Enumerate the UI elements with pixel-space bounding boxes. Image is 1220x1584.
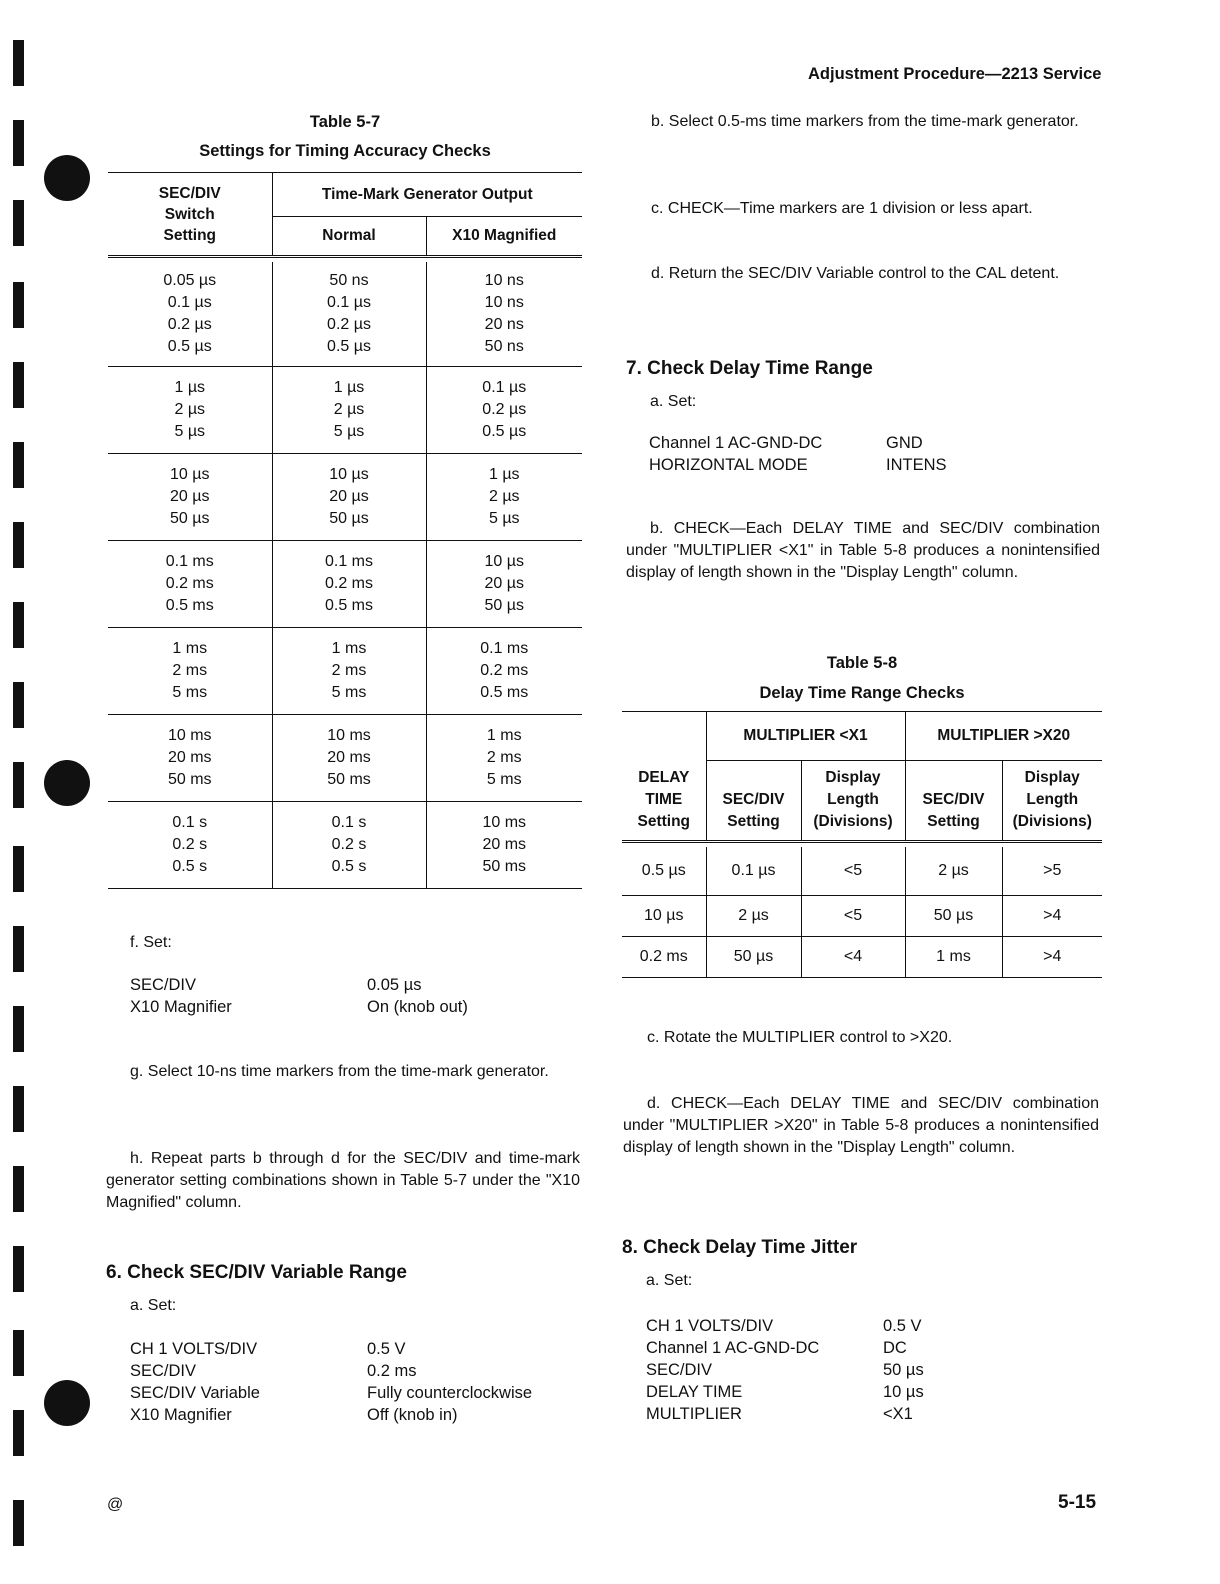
cell-value: 5 ms [331, 684, 367, 701]
table-cell-normal [272, 802, 426, 889]
setting-row: X10 Magnifier Off (knob in) [130, 1406, 458, 1424]
table-cell: 10 µs [622, 895, 706, 936]
cell-value: 5 ms [172, 684, 208, 701]
header-time-mark-output: Time-Mark Generator Output [272, 173, 582, 217]
settings-section8 [646, 1315, 924, 1425]
cell-value: 50 ns [329, 272, 369, 289]
table-row [622, 895, 1102, 936]
cell-value: 0.5 s [172, 858, 208, 875]
step-g: g. Select 10-ns time markers from the time-mark generator. [130, 1063, 549, 1080]
setting-row: X10 Magnifier On (knob out) [130, 998, 468, 1016]
header-delay-time: DELAY TIME Setting [637, 769, 691, 830]
page-number: 5-15 [1058, 1492, 1097, 1513]
section7-step-c: c. Rotate the MULTIPLIER control to >X20. [647, 1029, 953, 1046]
table-cell-normal [272, 367, 426, 454]
cell-value: 0.5 ms [480, 684, 529, 701]
cell-value: 2 µs [174, 401, 206, 418]
punch-hole [44, 760, 90, 806]
cell-value: 20 ms [482, 836, 527, 853]
table-cell: 2 µs [905, 847, 1002, 895]
table-row [108, 367, 582, 454]
header-sec-div-setting: SEC/DIV Setting [905, 760, 1002, 842]
binder-tick [13, 40, 24, 86]
step-d: d. Return the SEC/DIV Variable control to the CAL detent. [651, 265, 1060, 282]
table-cell: 2 µs [706, 895, 801, 936]
binder-tick [13, 1330, 24, 1376]
binder-tick [13, 200, 24, 246]
setting-row: SEC/DIV 50 µs [646, 1361, 924, 1379]
cell-value: 50 ms [327, 771, 371, 788]
cell-value: 2 ms [172, 662, 208, 679]
cell-value: 50 µs [329, 510, 369, 527]
section7-step-d: d. CHECK—Each DELAY TIME and SEC/DIV combination under "MULTIPLIER >X20" in Table 5-8 produces a nonintensified display of length shown in the "Display Length" column. [623, 1095, 1099, 1156]
table-cell-sec [108, 802, 272, 889]
table-cell: 0.2 ms [622, 936, 706, 977]
punch-hole [44, 1380, 90, 1426]
cell-value: 20 µs [329, 488, 369, 505]
cell-value: 0.2 µs [167, 316, 212, 333]
table-cell: 0.1 µs [706, 847, 801, 895]
cell-value: 0.1 µs [482, 379, 527, 396]
binder-tick [13, 1166, 24, 1212]
table-cell: <5 [801, 847, 905, 895]
section8-step-a: a. Set: [646, 1272, 693, 1289]
cell-value: 20 µs [484, 575, 524, 592]
binder-tick [13, 1006, 24, 1052]
cell-value: 5 µs [333, 423, 365, 440]
cell-value: 1 ms [486, 727, 522, 744]
table-cell-x10 [426, 802, 582, 889]
settings-section6 [130, 1338, 532, 1426]
cell-value: 0.5 s [331, 858, 367, 875]
section6-heading: 6. Check SEC/DIV Variable Range [106, 1262, 407, 1283]
section8-heading: 8. Check Delay Time Jitter [622, 1237, 858, 1258]
cell-value: 50 ms [167, 771, 212, 788]
cell-value: 1 µs [333, 379, 365, 396]
cell-value: 50 ns [484, 338, 524, 355]
table-cell-normal [272, 262, 426, 367]
section7-step-a: a. Set: [650, 393, 697, 410]
footer-mark: @ [107, 1496, 124, 1513]
cell-value: 1 µs [174, 379, 206, 396]
cell-value: 0.2 µs [482, 401, 527, 418]
binder-tick [13, 846, 24, 892]
cell-value: 0.1 s [172, 814, 208, 831]
table-cell-x10 [426, 541, 582, 628]
table-cell-sec [108, 541, 272, 628]
running-head: Adjustment Procedure—2213 Service [808, 65, 1102, 83]
cell-value: 10 µs [484, 553, 524, 570]
table-row [622, 847, 1102, 895]
binder-tick [13, 762, 24, 808]
cell-value: 0.5 ms [165, 597, 214, 614]
cell-value: 0.1 s [331, 814, 367, 831]
binder-tick [13, 1086, 24, 1132]
cell-value: 2 µs [333, 401, 365, 418]
table-cell: >4 [1002, 895, 1102, 936]
setting-row: SEC/DIV Variable Fully counterclockwise [130, 1384, 533, 1402]
cell-value: 1 ms [172, 640, 208, 657]
header-display-length: Display Length (Divisions) [801, 760, 905, 842]
setting-row: CH 1 VOLTS/DIV 0.5 V [646, 1317, 922, 1335]
table-cell: >5 [1002, 847, 1102, 895]
binder-tick [13, 682, 24, 728]
table-cell-x10 [426, 454, 582, 541]
cell-value: 20 ns [484, 316, 524, 333]
cell-value: 10 ns [484, 272, 524, 289]
cell-value: 0.5 µs [167, 338, 212, 355]
table-cell-x10 [426, 262, 582, 367]
table58 [622, 711, 1102, 978]
cell-value: 20 ms [167, 749, 212, 766]
setting-row: Channel 1 AC-GND-DC GND [649, 434, 923, 452]
binder-tick [13, 1410, 24, 1456]
table-cell-normal [272, 628, 426, 715]
cell-value: 50 µs [170, 510, 210, 527]
step-h: h. Repeat parts b through d for the SEC/DIV and time-mark generator setting combinations shown in Table 5-7 under the "X10 Magnified" column. [106, 1150, 580, 1211]
cell-value: 0.1 ms [324, 553, 373, 570]
table-cell-sec [108, 262, 272, 367]
step-f: f. Set: [130, 934, 172, 951]
cell-value: 1 µs [488, 466, 520, 483]
table-cell-sec [108, 715, 272, 802]
cell-value: 20 ms [327, 749, 371, 766]
table-cell: <5 [801, 895, 905, 936]
cell-value: 0.2 s [172, 836, 208, 853]
table-cell-x10 [426, 628, 582, 715]
cell-value: 0.1 ms [480, 640, 529, 657]
table-cell: <4 [801, 936, 905, 977]
table57-title: Table 5-7 [309, 113, 381, 131]
setting-row: SEC/DIV 0.05 µs [130, 976, 422, 994]
setting-row: CH 1 VOLTS/DIV 0.5 V [130, 1340, 406, 1358]
cell-value: 0.05 µs [163, 272, 217, 289]
cell-value: 0.1 µs [327, 294, 371, 311]
binder-tick [13, 602, 24, 648]
cell-value: 2 ms [331, 662, 367, 679]
setting-row: MULTIPLIER <X1 [646, 1405, 913, 1423]
cell-value: 2 ms [486, 749, 522, 766]
settings-f [130, 974, 468, 1018]
cell-value: 0.1 µs [167, 294, 212, 311]
binder-tick [13, 282, 24, 328]
cell-value: 10 ms [482, 814, 527, 831]
setting-row: DELAY TIME 10 µs [646, 1383, 924, 1401]
table-cell-x10 [426, 715, 582, 802]
cell-value: 0.5 ms [324, 597, 373, 614]
setting-row: Channel 1 AC-GND-DC DC [646, 1339, 907, 1357]
cell-value: 0.2 ms [165, 575, 214, 592]
table-row [108, 628, 582, 715]
punch-hole [44, 155, 90, 201]
cell-value: 0.2 µs [327, 316, 371, 333]
table58-subtitle: Delay Time Range Checks [759, 684, 965, 702]
table-cell-x10 [426, 367, 582, 454]
table58-title: Table 5-8 [826, 654, 898, 672]
table-cell-normal [272, 715, 426, 802]
header-multiplier-x20: MULTIPLIER >X20 [905, 712, 1102, 761]
cell-value: 10 ms [327, 727, 371, 744]
binder-tick [13, 362, 24, 408]
section7-step-b: b. CHECK—Each DELAY TIME and SEC/DIV combination under "MULTIPLIER <X1" in Table 5-8 produces a nonintensified display of length shown in the "Display Length" column. [626, 520, 1100, 581]
cell-value: 0.2 ms [324, 575, 373, 592]
header-sec-div-switch: SEC/DIV Switch Setting [158, 184, 221, 244]
settings-section7 [649, 432, 947, 476]
table-row [108, 454, 582, 541]
binder-tick [13, 926, 24, 972]
section7-heading: 7. Check Delay Time Range [626, 358, 873, 379]
binder-tick [13, 442, 24, 488]
cell-value: 20 µs [170, 488, 210, 505]
table-cell: 50 µs [905, 895, 1002, 936]
table-cell-sec [108, 628, 272, 715]
table57 [108, 172, 582, 889]
cell-value: 0.2 ms [480, 662, 529, 679]
table-cell-sec [108, 454, 272, 541]
cell-value: 10 µs [329, 466, 369, 483]
table-cell-normal [272, 541, 426, 628]
header-x10-magnified: X10 Magnified [426, 217, 582, 257]
cell-value: 0.2 s [331, 836, 367, 853]
table-cell: 1 ms [905, 936, 1002, 977]
header-normal: Normal [272, 217, 426, 257]
table-row [108, 541, 582, 628]
table-cell: >4 [1002, 936, 1102, 977]
cell-value: 2 µs [488, 488, 520, 505]
header-display-length: Display Length (Divisions) [1002, 760, 1102, 842]
table-row [108, 715, 582, 802]
cell-value: 50 ms [482, 858, 527, 875]
cell-value: 10 µs [170, 466, 210, 483]
setting-row: SEC/DIV 0.2 ms [130, 1362, 417, 1380]
cell-value: 0.1 ms [165, 553, 214, 570]
setting-row: HORIZONTAL MODE INTENS [649, 456, 947, 474]
cell-value: 50 µs [484, 597, 524, 614]
cell-value: 5 µs [174, 423, 206, 440]
cell-value: 1 ms [331, 640, 367, 657]
binder-tick [13, 1500, 24, 1546]
binder-tick [13, 522, 24, 568]
binder-tick [13, 120, 24, 166]
cell-value: 10 ns [484, 294, 524, 311]
binder-tick [13, 1246, 24, 1292]
step-b: b. Select 0.5-ms time markers from the time-mark generator. [651, 113, 1079, 130]
table-cell-normal [272, 454, 426, 541]
table-cell: 50 µs [706, 936, 801, 977]
table57-subtitle: Settings for Timing Accuracy Checks [199, 142, 491, 160]
table-row [108, 802, 582, 889]
cell-value: 5 µs [488, 510, 520, 527]
section6-step-a: a. Set: [130, 1297, 177, 1314]
table-row [622, 936, 1102, 977]
table-row [108, 262, 582, 367]
cell-value: 0.5 µs [327, 338, 371, 355]
cell-value: 5 ms [486, 771, 522, 788]
header-multiplier-x1: MULTIPLIER <X1 [706, 712, 905, 761]
cell-value: 10 ms [167, 727, 212, 744]
header-sec-div-setting: SEC/DIV Setting [706, 760, 801, 842]
cell-value: 0.5 µs [482, 423, 527, 440]
table-cell-sec [108, 367, 272, 454]
step-c: c. CHECK—Time markers are 1 division or less apart. [651, 200, 1033, 217]
table-cell: 0.5 µs [622, 847, 706, 895]
